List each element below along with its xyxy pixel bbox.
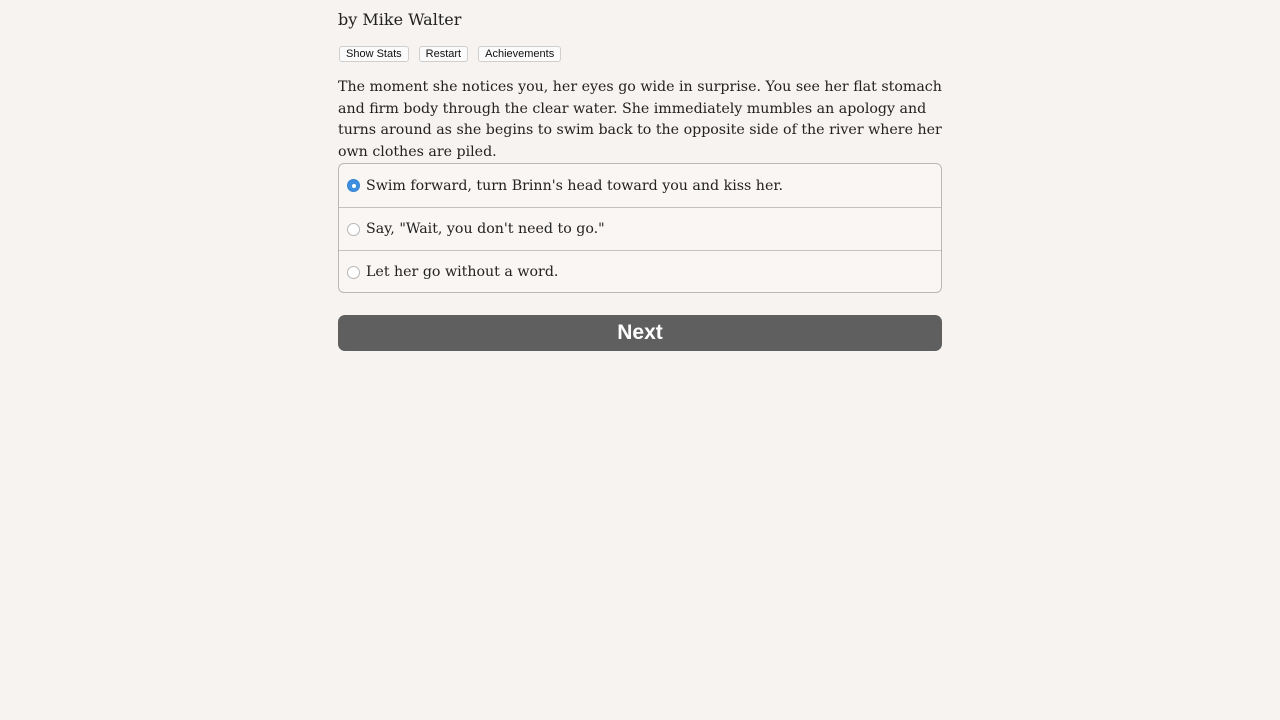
choice-option-2[interactable] <box>339 207 941 250</box>
author-byline: by Mike Walter <box>338 10 462 29</box>
choice-label: Say, "Wait, you don't need to go." <box>366 221 605 237</box>
choice-label: Swim forward, turn Brinn's head toward you and kiss her. <box>366 177 784 194</box>
radio-button[interactable] <box>347 266 360 279</box>
restart-button[interactable]: Restart <box>419 46 468 62</box>
choice-option-3[interactable] <box>339 250 941 293</box>
choice-option-1[interactable] <box>339 164 941 207</box>
choice-label: Let her go without a word. <box>366 264 559 280</box>
radio-button-selected[interactable] <box>347 179 360 192</box>
choice-list <box>338 163 942 293</box>
achievements-button[interactable]: Achievements <box>478 46 561 62</box>
toolbar <box>339 46 561 62</box>
radio-button[interactable] <box>347 223 360 236</box>
next-button[interactable]: Next <box>338 315 942 351</box>
story-text: The moment she notices you, her eyes go wide in surprise. You see her flat stomach and firm body through the clear water. She immediately mumbles an apology and turns around as she begins to swim back to the opposite side of the river where her own clothes are piled. <box>338 79 942 160</box>
show-stats-button[interactable]: Show Stats <box>339 46 409 62</box>
